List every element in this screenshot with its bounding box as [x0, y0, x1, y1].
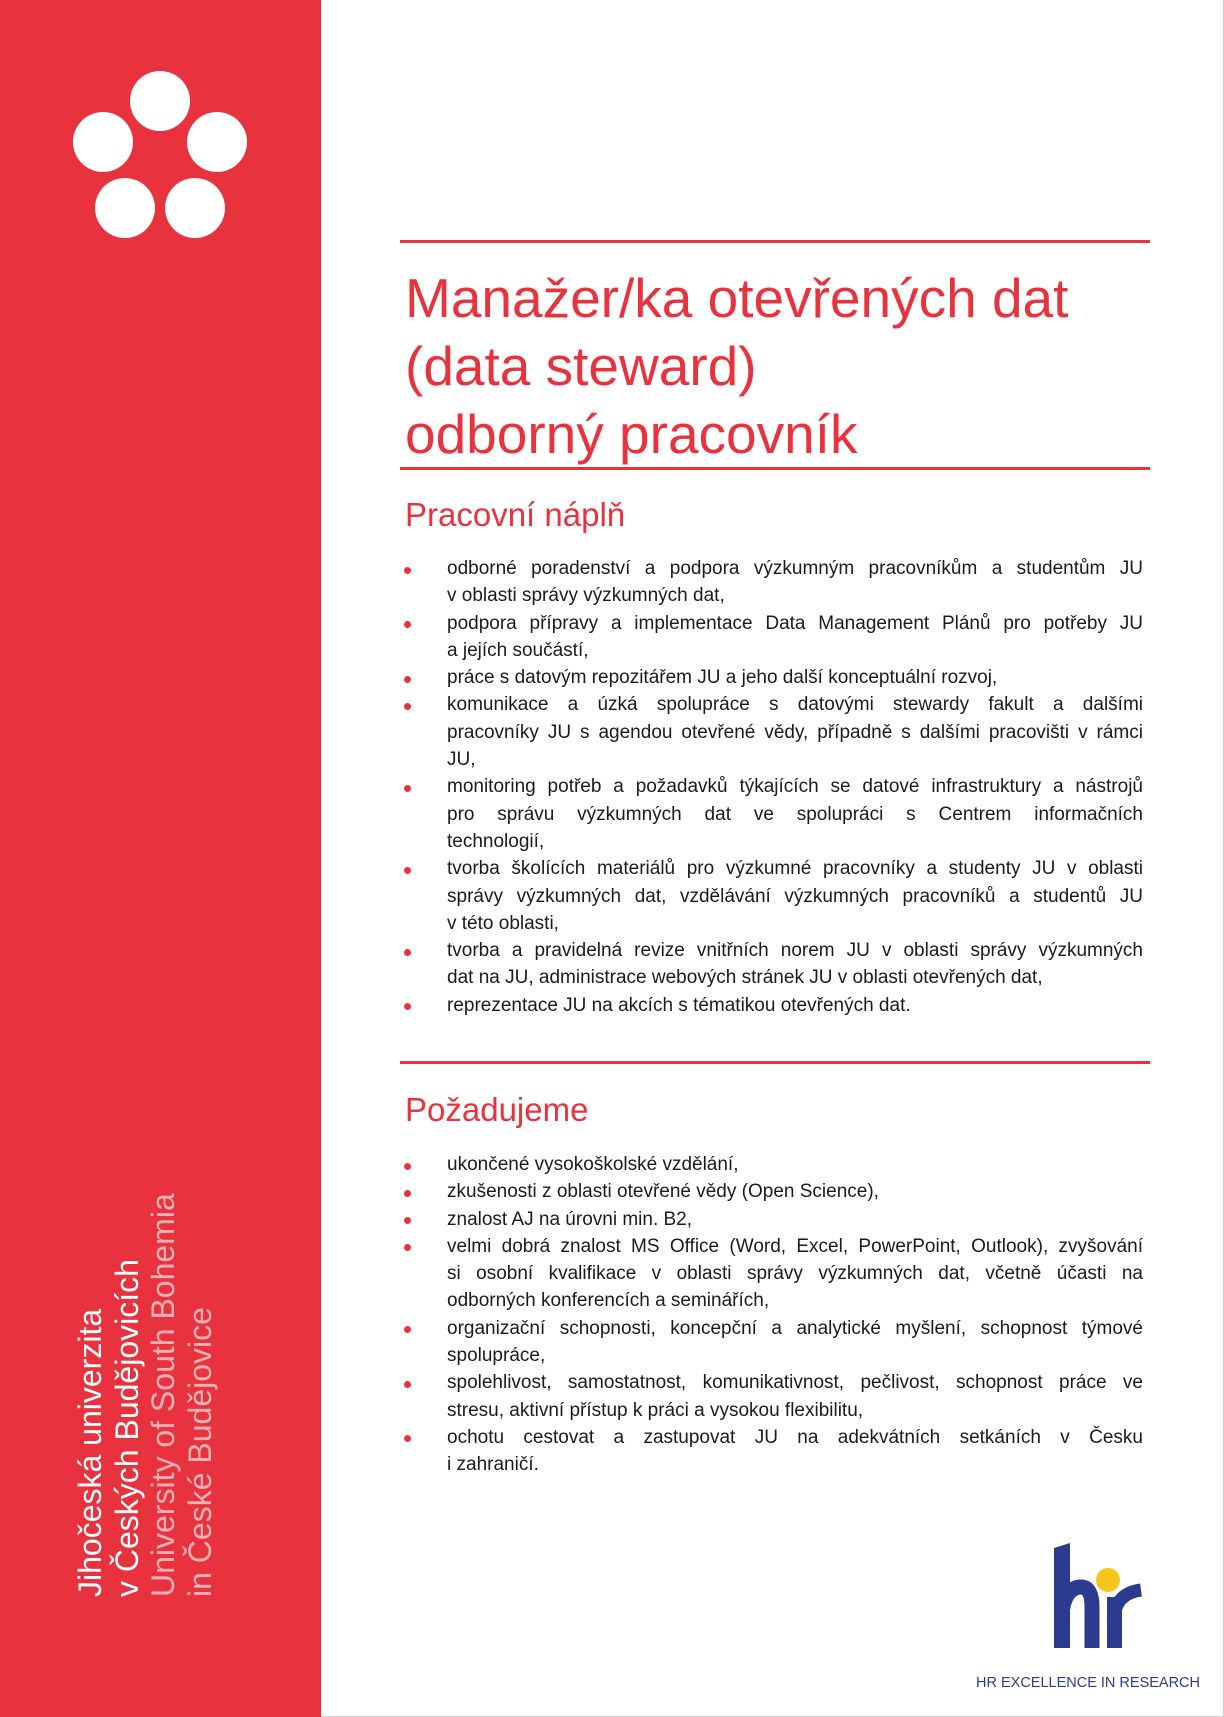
hr-yellow-dot — [1096, 1568, 1120, 1592]
logo-circle — [95, 178, 155, 238]
list-item-line: a jejích součástí, — [447, 639, 589, 661]
list-item — [447, 855, 1143, 937]
bullet-icon — [404, 1435, 411, 1442]
list-item — [447, 1151, 1143, 1178]
list-item-line: v oblasti správy výzkumných dat, — [447, 585, 725, 607]
bullet-icon — [404, 1244, 411, 1251]
logo-circle — [130, 71, 190, 131]
list-item-line: spolupráce, — [447, 1345, 546, 1367]
list-item-line: organizační schopnosti, koncepční a analytické myšlení, schopnost týmové — [447, 1317, 1143, 1339]
list-item — [447, 773, 1143, 855]
bullet-icon — [404, 1003, 411, 1010]
university-name-en-line: University of South Bohemia — [145, 1193, 181, 1597]
bullet-icon — [404, 1190, 411, 1197]
bullet-icon — [404, 676, 411, 683]
list-item — [447, 610, 1143, 665]
list-item-line: spolehlivost, samostatnost, komunikativnost, pečlivost, schopnost práce ve — [447, 1372, 1143, 1394]
bullet-icon — [404, 785, 411, 792]
brand-sidebar — [0, 0, 321, 1717]
list-item-line: odborné poradenství a podpora výzkumným pracovníkům a studentům JU — [447, 558, 1143, 579]
section-divider — [400, 1061, 1150, 1064]
list-item-line: znalost AJ na úrovni min. B2, — [447, 1208, 693, 1230]
list-item-line: dat na JU, administrace webových stránek JU v oblasti otevřených dat, — [447, 967, 1043, 989]
university-name-cs-line: v Českých Budějovicích — [108, 1259, 145, 1597]
page-title-line: odborný pracovník — [405, 403, 858, 465]
list-item — [447, 691, 1143, 773]
bullet-icon — [404, 1326, 411, 1333]
list-item-line: podpora přípravy a implementace Data Management Plánů pro potřeby JU — [447, 612, 1143, 634]
bullet-icon — [404, 949, 411, 956]
university-logo-icon — [0, 0, 321, 260]
bullet-icon — [404, 1381, 411, 1388]
list-item — [447, 664, 1143, 691]
list-item-line: pro správu výzkumných dat ve spolupráci s Centrem informačních — [447, 803, 1143, 825]
duties-heading: Pracovní náplň — [405, 496, 626, 533]
hr-excellence-logo-icon — [1040, 1535, 1155, 1655]
section-divider — [400, 240, 1150, 243]
list-item-line: ukončené vysokoškolské vzdělání, — [447, 1154, 739, 1175]
university-name-en-line: in České Budějovice — [181, 1307, 218, 1597]
page-title-line: Manažer/ka otevřených dat — [405, 267, 1069, 329]
list-item-line: si osobní kvalifikace v oblasti správy výzkumných dat, včetně účasti na — [447, 1263, 1143, 1285]
list-item-line: JU, — [447, 749, 476, 771]
list-item-line: velmi dobrá znalost MS Office (Word, Excel, PowerPoint, Outlook), zvyšování — [447, 1235, 1143, 1257]
list-item — [447, 1178, 1143, 1205]
bullet-icon — [404, 867, 411, 874]
list-item-line: stresu, aktivní přístup k práci a vysokou flexibilitu, — [447, 1399, 864, 1421]
duties-list — [447, 555, 1143, 1019]
logo-circle — [73, 112, 133, 172]
bullet-icon — [404, 703, 411, 710]
list-item-line: ochotu cestovat a zastupovat JU na adekvátních setkáních v Česku — [447, 1426, 1143, 1448]
list-item-line: odborných konferencích a seminářích, — [447, 1290, 770, 1312]
list-item-line: správy výzkumných dat, vzdělávání výzkumných pracovníků a studentů JU — [447, 885, 1143, 907]
list-item — [447, 1369, 1143, 1424]
logo-circle — [165, 178, 225, 238]
university-name — [72, 1117, 218, 1597]
page-title — [405, 264, 1068, 468]
bullet-icon — [404, 567, 411, 574]
list-item-line: i zahraničí. — [447, 1454, 539, 1476]
list-item-line: tvorba a pravidelná revize vnitřních norem JU v oblasti správy výzkumných — [447, 940, 1143, 962]
list-item-line: reprezentace JU na akcích s tématikou otevřených dat. — [447, 994, 911, 1016]
list-item-line: v této oblasti, — [447, 912, 559, 934]
list-item — [447, 1315, 1143, 1370]
university-name-cs-line: Jihočeská univerzita — [72, 1308, 108, 1597]
list-item-line: tvorba školících materiálů pro výzkumné pracovníky a studenty JU v oblasti — [447, 858, 1143, 880]
hr-excellence-label: HR EXCELLENCE IN RESEARCH — [976, 1675, 1200, 1691]
list-item — [447, 937, 1143, 992]
list-item-line: monitoring potřeb a požadavků týkajících se datové infrastruktury a nástrojů — [447, 776, 1143, 798]
page-title-line: (data steward) — [405, 335, 757, 397]
list-item-line: komunikace a úzká spolupráce s datovými stewardy fakult a dalšími — [447, 694, 1143, 716]
hr-letter-r-arm — [1114, 1590, 1141, 1621]
list-item — [447, 555, 1143, 610]
bullet-icon — [404, 1163, 411, 1170]
list-item — [447, 1424, 1143, 1479]
section-divider — [400, 467, 1150, 470]
bullet-icon — [404, 621, 411, 628]
logo-circle — [187, 112, 247, 172]
list-item-line: zkušenosti z oblasti otevřené vědy (Open Science), — [447, 1181, 879, 1203]
list-item — [447, 1206, 1143, 1233]
bullet-icon — [404, 1217, 411, 1224]
list-item-line: práce s datovým repozitářem JU a jeho další konceptuální rozvoj, — [447, 667, 998, 689]
requirements-list — [447, 1151, 1143, 1479]
list-item — [447, 992, 1143, 1019]
list-item-line: technologií, — [447, 830, 545, 852]
requirements-heading: Požadujeme — [405, 1091, 589, 1128]
list-item — [447, 1233, 1143, 1315]
list-item-line: pracovníky JU s agendou otevřené vědy, případně s dalšími pracovišti v rámci — [447, 721, 1143, 743]
